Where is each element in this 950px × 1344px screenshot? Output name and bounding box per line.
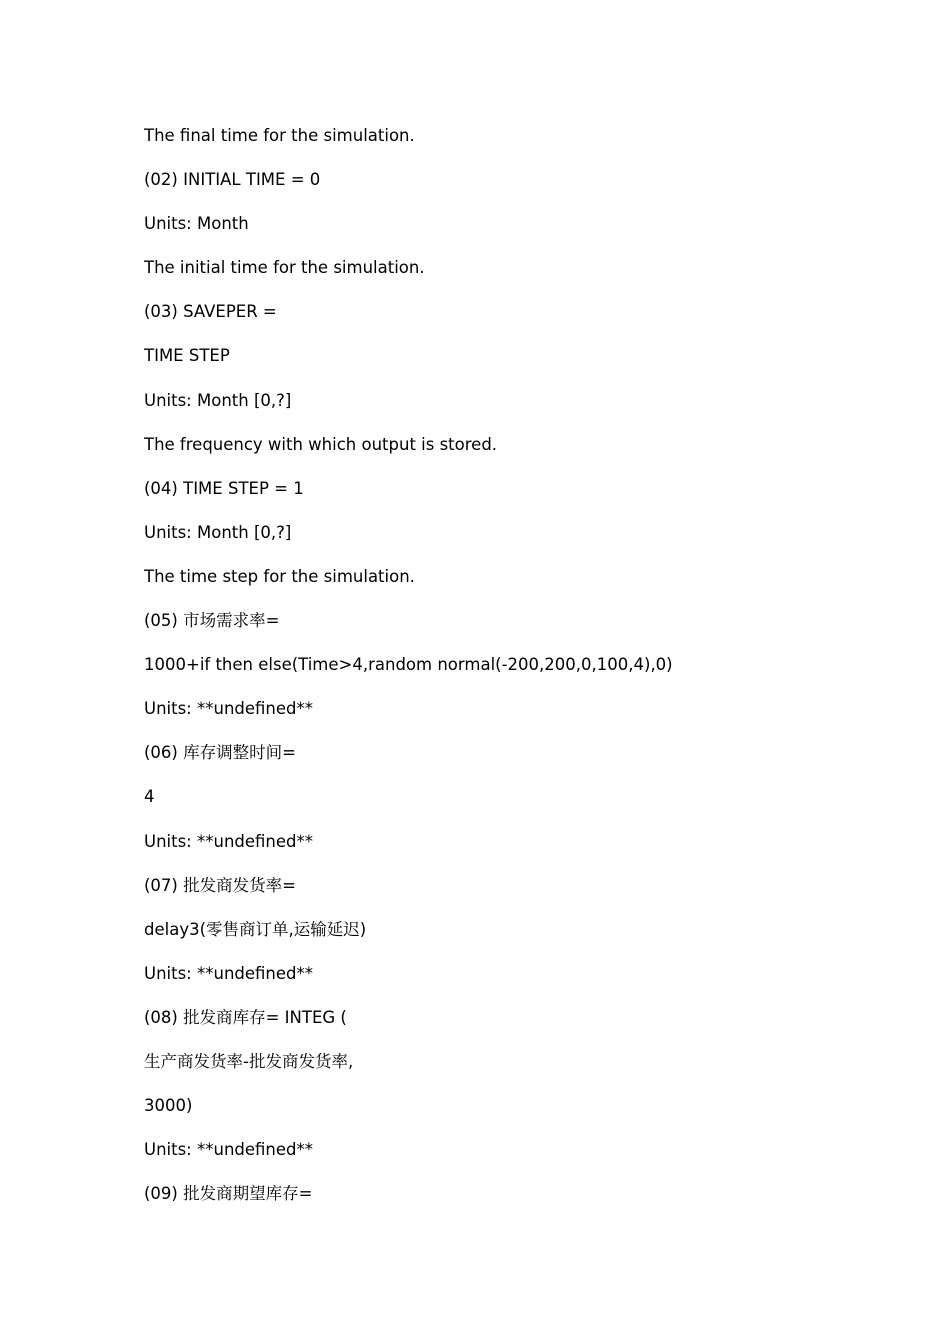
text-line: 3000): [144, 1096, 193, 1116]
text-line: The frequency with which output is stored.: [144, 434, 498, 454]
text-line: (06) 库存调整时间=: [144, 743, 296, 763]
text-line: (04) TIME STEP = 1: [144, 478, 304, 498]
text-line: Units: Month: [144, 214, 249, 234]
text-line: Units: **undefined**: [144, 831, 314, 851]
text-line: Units: **undefined**: [144, 1140, 314, 1160]
text-line: (03) SAVEPER =: [144, 302, 277, 322]
text-line: (09) 批发商期望库存=: [144, 1184, 313, 1204]
text-line: (05) 市场需求率=: [144, 611, 280, 631]
text-line: 生产商发货率-批发商发货率,: [144, 1051, 354, 1071]
text-line: Units: **undefined**: [144, 699, 314, 719]
text-line: 4: [144, 787, 155, 807]
text-line: (08) 批发商库存= INTEG (: [144, 1007, 347, 1027]
text-line: The initial time for the simulation.: [144, 258, 425, 278]
text-line: (07) 批发商发货率=: [144, 875, 296, 895]
text-line: Units: **undefined**: [144, 963, 314, 983]
text-line: delay3(零售商订单,运输延迟): [144, 919, 367, 939]
text-line: The time step for the simulation.: [144, 566, 415, 586]
text-line: 1000+if then else(Time>4,random normal(-200,200,0,100,4),0): [144, 655, 673, 675]
text-line: Units: Month [0,?]: [144, 522, 292, 542]
text-line: (02) INITIAL TIME = 0: [144, 170, 321, 190]
text-line: TIME STEP: [144, 346, 230, 366]
text-line: Units: Month [0,?]: [144, 390, 292, 410]
document-body: [144, 124, 844, 1226]
text-line: The final time for the simulation.: [144, 126, 415, 145]
